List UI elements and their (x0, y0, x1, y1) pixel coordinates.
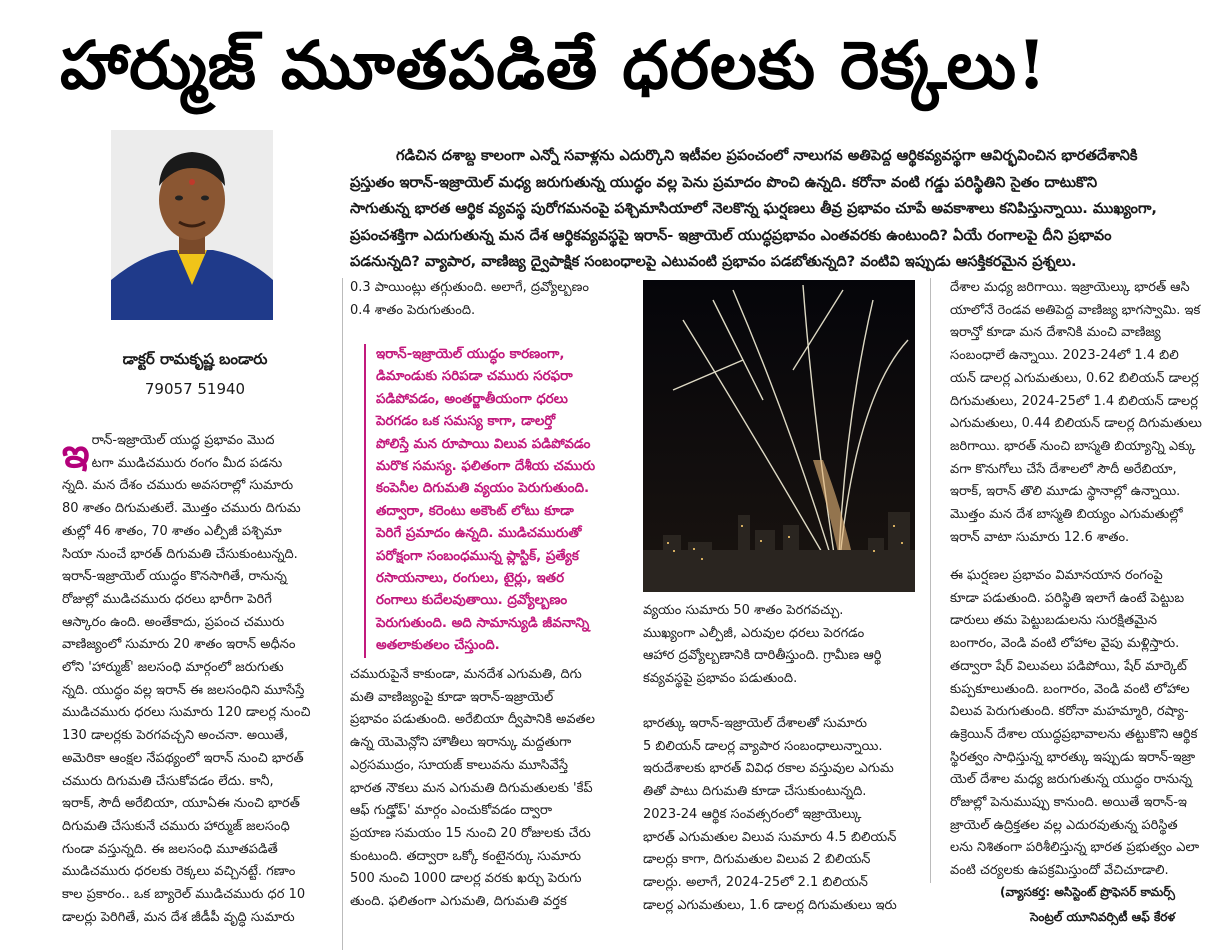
author-affiliation: సెంట్రల్ యూనివర్సిటీ ఆఫ్ కేరళ (1030, 910, 1176, 924)
text-line: డారులు తమ పెట్టుబడులను సురక్షితమైన (950, 613, 1158, 629)
text-line: డాలర్లు. అలాగే, 2024-25లో 2.1 బిలియన్ (643, 874, 868, 890)
text-line: యాలోనే రెండవ అతిపెద్ద వాణిజ్య భాగస్వామి. ఇక (950, 302, 1201, 318)
text-line: చమురు దిగుమతి చేసుకోవడం లేదు. కానీ, (62, 773, 274, 789)
text-line: వంటి చర్యలకు ఉపక్రమిస్తుందో వేచిచూడాలి. (950, 863, 1169, 879)
text-line: ఆస్కారం ఉంది. అంతేకాదు, ప్రపంచ చమురు (62, 614, 285, 630)
text-line: వ్యయం సుమారు 50 శాతం పెరగవచ్చు. (643, 603, 844, 618)
text-line: కాల ప్రకారం.. ఒక బ్యారెల్ ముడిచమురు ధర 10 (62, 887, 306, 903)
text-line: ఇరాక్, సౌదీ అరేబియా, యూఏఈ నుంచి భారత్ (62, 796, 300, 812)
text-line: కవ్యవస్థపై ప్రభావం పడుతుంది. (643, 671, 798, 687)
pull-quote-line: డిమాండుకు సరిపడా చమురు సరఫరా (376, 369, 573, 385)
text-line: లను నిశితంగా పరిశీలిస్తున్న భారత ప్రభుత్వం ఎలా (950, 840, 1200, 856)
text-line: బంగారం, వెండి వంటి లోహాల వైపు మళ్లిస్తారు. (950, 636, 1180, 652)
text-line: తితో పాటు దిగుమతి కూడా చేసుకుంటున్నది. (643, 784, 867, 800)
text-line: ఉన్న యెమెన్లోని హౌతీలు ఇరాన్కు మద్దతుగా (350, 735, 572, 751)
text-line: తుంది. ఫలితంగా ఎగుమతి, దిగుమతి వర్తక (350, 894, 567, 910)
author-photo (111, 130, 273, 320)
author-credit-line: (వ్యాసకర్త: అసిస్టెంట్ ప్రొఫెసర్ కామర్స్ (1000, 885, 1175, 899)
text-line: తద్వారా షేర్ విలువలు పడిపోయి, షేర్ మార్కెట్ (950, 658, 1187, 674)
article-column-3-bottom (643, 713, 923, 917)
pull-quote-line: కంపెనీల దిగుమతి వ్యయం పెరుగుతుంది. (376, 481, 590, 497)
pull-quote-line: తద్వారా, కరెంటు అకౌంట్ లోటు కూడా (376, 503, 574, 519)
text-line: జ్రాయెల్ ఉద్రిక్తతల వల్ల ఎదురవుతున్న పరిస్థిత (950, 817, 1178, 833)
text-line: సంబంధాలే ఉన్నాయి. 2023-24లో 1.4 బిలి (950, 348, 1179, 364)
text-line: టగా ముడిచమురు రంగం మీద పడను (91, 455, 283, 471)
missile-night-photo (643, 280, 915, 592)
text-line: యెల్ దేశాల మధ్య జరుగుతున్న యుద్ధం రానున్న (950, 772, 1193, 788)
pull-quote-line: ఇరాన్-ఇజ్రాయెల్ యుద్ధం కారణంగా, (376, 347, 565, 362)
text-line: డాలర్లు కాగా, దిగుమతుల విలువ 2 బిలియన్ (643, 852, 871, 868)
intro-line: ప్రస్తుతం ఇరాన్-ఇజ్రాయెల్ మధ్య జరుగుతున్న యుద్ధం వల్ల పెను ప్రమాదం పొంచి ఉన్నది. కరోనా వంటి గడ్డు పరిస్థితిని సైతం దాటుకొని (350, 173, 1098, 191)
text-line: దిగుమతులు, 2024-25లో 1.4 బిలియన్ డాలర్ల (950, 393, 1198, 409)
text-line: డాలర్ల ఎగుమతులు, 1.6 డాలర్ల దిగుమతులు ఇరు (643, 897, 897, 913)
article-column-1 (62, 430, 336, 929)
text-line: ముడిచమురు ధరలకు రెక్కలు వచ్చినట్టే. గణాం (62, 864, 296, 880)
text-line: ముఖ్యంగా ఎల్పీజీ, ఎరువుల ధరలు పెరగడం (643, 625, 865, 641)
text-line: 80 శాతం దిగుమతులే. మొత్తం చమురు దిగుమ (62, 501, 301, 517)
text-line: న్నది. యుద్ధం వల్ల ఇరాన్ ఈ జలసంధిని మూసేస్తే (62, 682, 305, 698)
text-line: భారత్కు ఇరాన్-ఇజ్రాయెల్ దేశాలతో సుమారు (643, 716, 868, 731)
text-line: ఈ ఘర్షణల ప్రభావం విమానయాన రంగంపై (950, 568, 1163, 583)
text-line: వాణిజ్యంలో సుమారు 20 శాతం ఇరాన్ అధీనం (62, 637, 296, 653)
intro-line: సాగుతున్న భారత ఆర్థిక వ్యవస్థ పురోగమనంపై పశ్చిమాసియాలో నెలకొన్న ఘర్షణలు తీవ్ర ప్రభావం చూపే అవకాశాలు కనిపిస్తున్నాయి. ముఖ్యంగా, (350, 200, 1157, 217)
text-line: ఎగుమతులు, 0.44 బిలియన్ డాలర్ల దిగుమతులు (950, 416, 1202, 432)
intro-paragraph (350, 143, 1190, 276)
headline: హార్ముజ్ మూతపడితే ధరలకు రెక్కలు! (60, 26, 1048, 104)
text-line: ఇరుదేశాలకు భారత్ వివిధ రకాల వస్తువుల ఎగుమ (643, 761, 894, 777)
text-line: సియా నుంచే భారత్ దిగుమతి చేసుకుంటున్నది. (62, 546, 298, 562)
text-line: 130 డాలర్లకు పెరగవచ్చని అంచనా. అయితే, (62, 728, 289, 744)
text-line: ఇరాన్-ఇజ్రాయెల్ యుద్ధం కొనసాగితే, రానున్న (62, 569, 287, 585)
text-line: 2023-24 ఆర్థిక సంవత్సరంలో ఇజ్రాయెల్కు (643, 806, 862, 822)
text-line: ఆఫ్ గుడ్హోప్' మార్గం ఎంచుకోవడం ద్వారా (350, 803, 553, 819)
text-line: గుండా వస్తున్నది. ఈ జలసంధి మూతపడితే (62, 841, 278, 857)
article-column-2-top (350, 277, 640, 322)
article-column-3-top (643, 600, 923, 691)
text-line: తుల్లో 46 శాతం, 70 శాతం ఎల్పీజీ పశ్చిమా (62, 523, 282, 539)
intro-line: గడిచిన దశాబ్ద కాలంగా ఎన్నో సవాళ్లను ఎదుర్కొని ఇటీవల ప్రపంచంలో నాలుగవ అతిపెద్ద ఆర్థికవ్యవస్థగా ఆవిర్భవించిన భారతదేశానికి (396, 147, 1138, 164)
intro-line: పడనున్నది? వ్యాపార, వాణిజ్య ద్వైపాక్షిక సంబంధాలపై ఎటువంటి ప్రభావం పడబోతున్నది? వంటివి ఇప్పుడు ఆసక్తికరమైన ప్రశ్నలు. (350, 253, 1077, 270)
text-line: కూడా పడుతుంది. పరిస్థితి ఇలాగే ఉంటే పెట్టుబ (950, 590, 1185, 606)
text-line: జరిగాయి. భారత్ నుంచి బాస్మతి బియ్యాన్ని ఎక్కు (950, 438, 1196, 454)
text-line: 5 బిలియన్ డాలర్ల వ్యాపార సంబంధాలున్నాయి. (643, 738, 883, 754)
text-line: దిగుమతి చేసుకునే చమురు హార్ముజ్ జలసంధి (62, 818, 290, 834)
text-line: రోజుల్లో ముడిచమురు ధరలు భారీగా పెరిగే (62, 591, 272, 607)
pull-quote-line: పరోక్షంగా సంబంధమున్న ప్లాస్టిక్, ప్రత్యేక (376, 548, 579, 564)
column-divider (930, 278, 931, 883)
pull-quote-line: మరొక సమస్య. ఫలితంగా దేశీయ చమురు (376, 459, 596, 475)
text-line: యన్ డాలర్ల ఎగుమతులు, 0.62 బిలియన్ డాలర్ల (950, 370, 1199, 386)
text-line: మొత్తం మన దేశ బాస్మతి బియ్యం ఎగుమతుల్లో (950, 507, 1183, 523)
text-line: విలువ పెరుగుతుంది. కరోనా మహమ్మారి, రష్యా- (950, 704, 1189, 720)
text-line: ఇరాన్ వాటా సుమారు 12.6 శాతం. (950, 529, 1130, 545)
text-line: ఇరాక్, ఇరాన్ తొలి మూడు స్థానాల్లో ఉన్నాయి. (950, 484, 1181, 500)
text-line: అమెరికా ఆంక్షల నేపథ్యంలో ఇరాన్ నుంచి భారత్ (62, 750, 304, 766)
pull-quote (364, 344, 648, 658)
text-line: భారత నౌకలు మన ఎగుమతి దిగుమతులకు 'కేప్ (350, 780, 593, 796)
text-line: కుప్పకూలుతుంది. బంగారం, వెండి వంటి లోహాల (950, 681, 1190, 697)
intro-line: ప్రపంచశక్తిగా ఎదుగుతున్న మన దేశ ఆర్థికవ్యవస్థపై ఇరాన్- ఇజ్రాయెల్ యుద్ధప్రభావం ఎంతవరకు ఉంటుంది? ఏయే రంగాలపై దీని ప్రభావం (350, 226, 1112, 244)
pull-quote-line: పెరిగే ప్రమాదం ఉన్నది. ముడిచమురుతో (376, 526, 582, 542)
pull-quote-line: పెరగడం ఒక సమస్య కాగా, డాలర్తో (376, 414, 556, 430)
text-line: ఎర్రసముద్రం, సూయజ్ కాలువను మూసివేస్తే (350, 757, 569, 773)
text-line: 0.4 శాతం పెరుగుతుంది. (350, 302, 476, 318)
text-line: ముడిచమురు ధరలు సుమారు 120 డాలర్ల నుంచి (62, 705, 311, 721)
text-line: ప్రభావం పడుతుంది. అరేబియా ద్వీపానికి అవతల (350, 712, 595, 728)
text-line: రోజుల్లో పెనుముప్పు కానుంది. అయితే ఇరాన్-ఇ (950, 795, 1187, 811)
text-line: ఉక్రెయిన్ దేశాల యుద్ధప్రభావాలను తట్టుకొని ఆర్థిక (950, 726, 1198, 742)
pull-quote-line: పెరుగుతుంది. అది సామాన్యుడి జీవనాన్ని (376, 615, 590, 631)
text-line: 0.3 పాయింట్లు తగ్గుతుంది. అలాగే, ద్రవ్యోల్బణం (350, 280, 589, 295)
author-phone: 79057 51940 (144, 380, 246, 398)
pull-quote-line: రసాయనాలు, రంగులు, టైర్లు, ఇతర (376, 571, 565, 587)
text-line: ప్రయాణ సమయం 15 నుంచి 20 రోజులకు చేరు (350, 825, 591, 841)
text-line: మతి వాణిజ్యంపై కూడా ఇరాన్-ఇజ్రాయెల్ (350, 689, 554, 705)
article-column-2-bottom (350, 664, 640, 914)
column-divider (342, 278, 343, 950)
text-line: భారత్ ఎగుమతుల విలువ సుమారు 4.5 బిలియన్ (643, 829, 897, 845)
text-line: కుంటుంది. తద్వారా ఒక్కో కంటైనర్కు సుమారు (350, 848, 582, 864)
text-line: స్థిరత్వం సాధిస్తున్న భారత్కు ఇప్పుడు ఇరాన్-ఇజ్రా (950, 749, 1196, 765)
text-line: రాన్-ఇజ్రాయెల్ యుద్ధ ప్రభావం మొద (91, 433, 275, 448)
text-line: 500 నుంచి 1000 డాలర్ల వరకు ఖర్చు పెరుగు (350, 871, 582, 887)
article-column-4-bottom (950, 565, 1208, 883)
author-name: డాక్టర్ రామకృష్ణ బండారు (122, 350, 268, 368)
text-line: దేశాల మధ్య జరిగాయి. ఇజ్రాయెల్కు భారత్ ఆసి (950, 280, 1190, 295)
article-column-4-top (950, 277, 1208, 549)
text-line: న్నది. మన దేశం చమురు అవసరాల్లో సుమారు (62, 478, 294, 494)
text-line: లోని 'హార్ముజ్' జలసంధి మార్గంలో జరుగుతు (62, 660, 284, 676)
text-line: డాలర్లు పెరిగితే, మన దేశ జీడీపీ వృద్ధి సుమారు (62, 909, 295, 925)
text-line: ఇరాన్తో కూడా మన దేశానికి మంచి వాణిజ్య (950, 325, 1161, 341)
text-line: చమురుపైనే కాకుండా, మనదేశ ఎగుమతి, దిగు (350, 667, 582, 682)
drop-cap: ఇ (62, 431, 90, 477)
pull-quote-line: పడిపోవడం, అంతర్జాతీయంగా ధరలు (376, 391, 568, 407)
text-line: వగా కొనుగోలు చేసే దేశాలలో సౌదీ అరేబియా, (950, 461, 1177, 477)
pull-quote-line: రంగాలు కుదేలవుతాయి. ద్రవ్యోల్బణం (376, 593, 568, 609)
pull-quote-line: పోలిస్తే మన రూపాయి విలువ పడిపోవడం (376, 436, 591, 452)
text-line: ఆహార ద్రవ్యోల్బణానికి దారితీస్తుంది. గ్రామీణ ఆర్థి (643, 648, 882, 664)
pull-quote-line: అతలాకుతలం చేస్తుంది. (376, 638, 500, 654)
